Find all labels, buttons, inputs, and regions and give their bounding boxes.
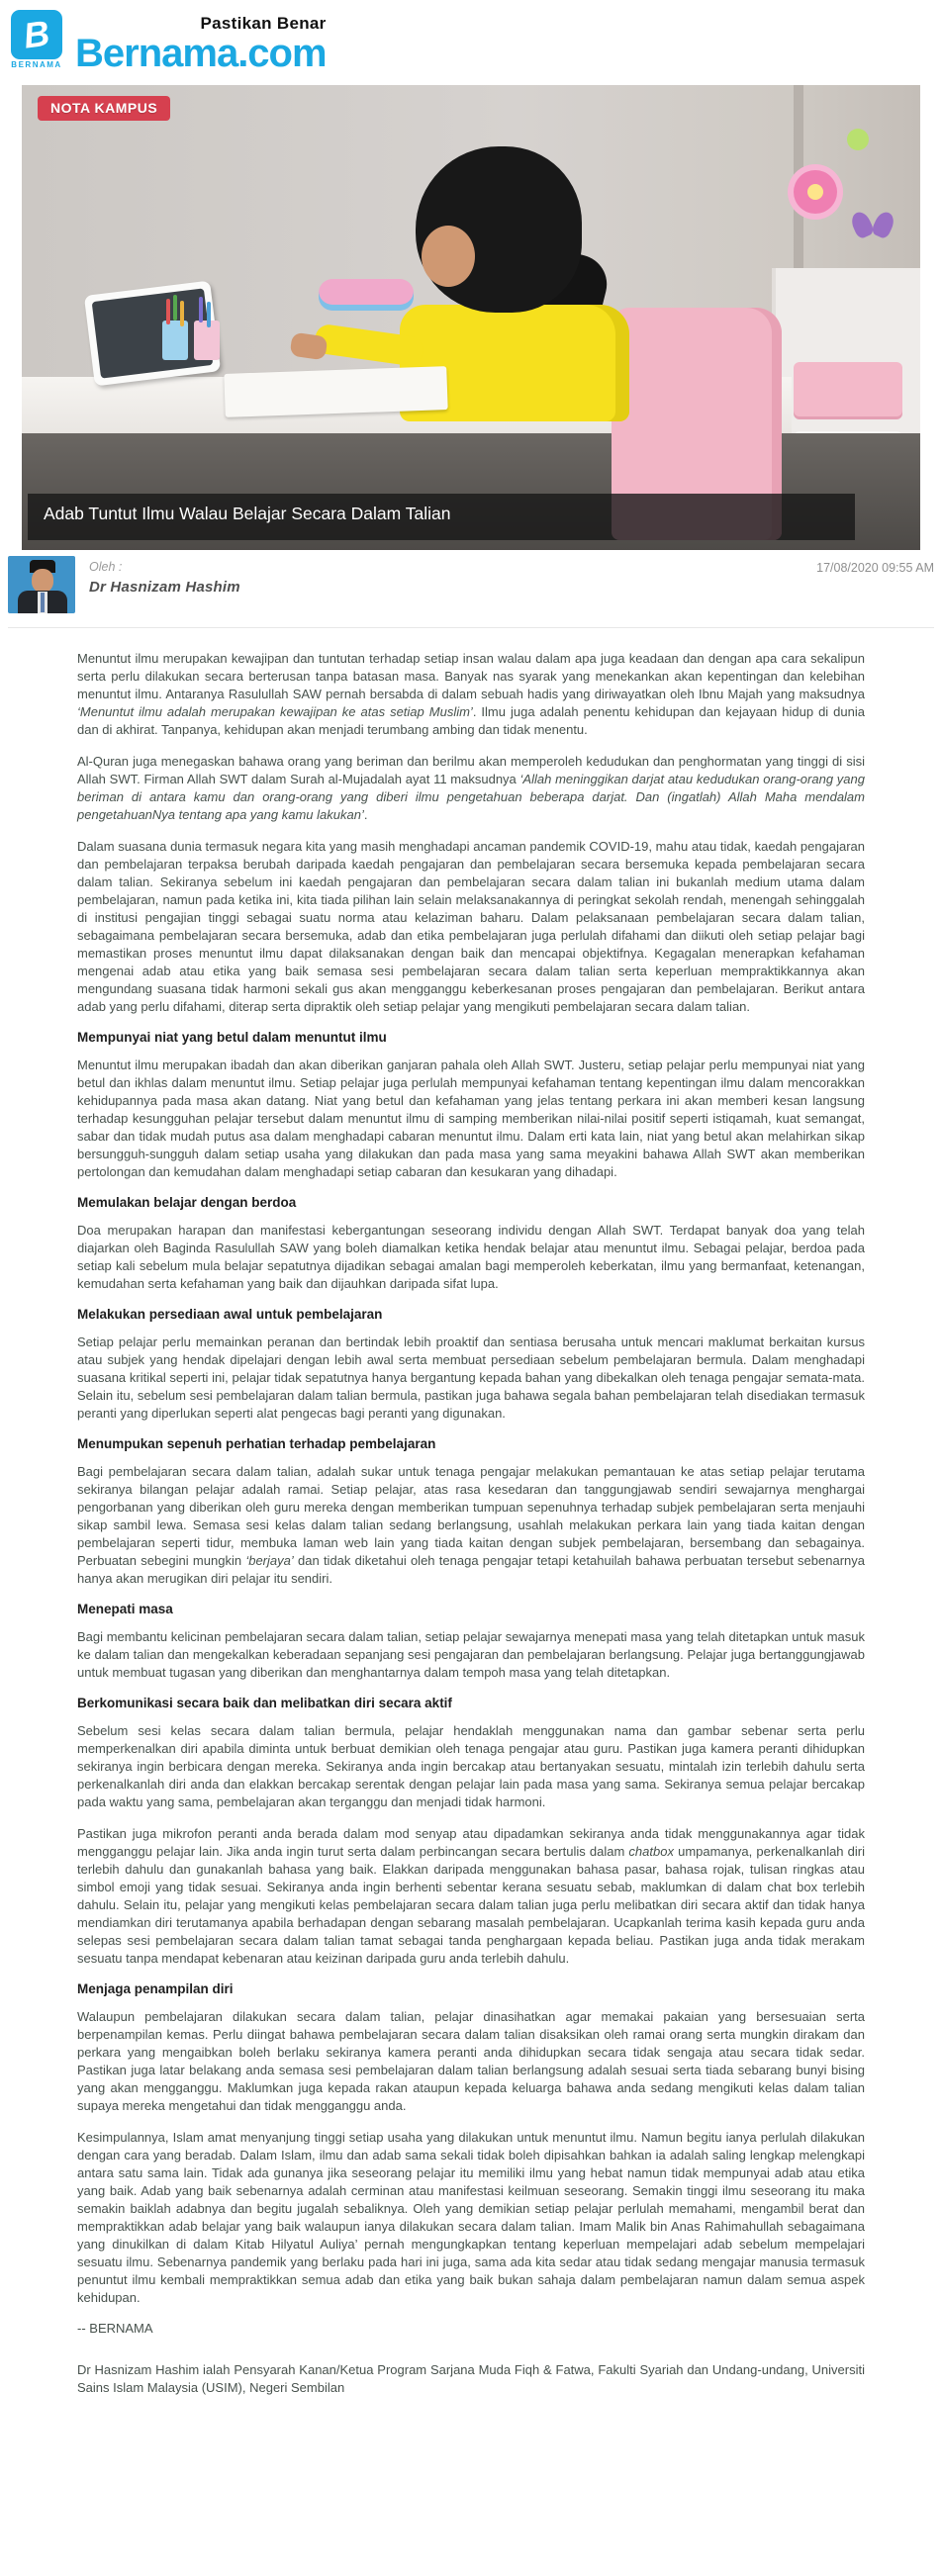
pencil-purple <box>199 297 203 322</box>
byline <box>8 556 934 628</box>
article-paragraph: Al-Quran juga menegaskan bahawa orang yang beriman dan berilmu akan memperoleh kedudukan dan penghormatan yang tinggi di sisi Allah SWT. Firman Allah SWT dalam Surah al-Mujadalah ayat 11 maksudnya ‘Allah meninggikan darjat atau kedudukan orang-orang yang beriman di antara kamu dan orang-orang yang diberi ilmu pengetahuan beberapa darjat. Dan (ingatlah) Allah Maha mendalam pengetahuanNya tentang apa yang kamu lakukan’. <box>77 754 865 822</box>
pencil-red <box>166 299 170 324</box>
article-paragraph: Pastikan juga mikrofon peranti anda berada dalam mod senyap atau dipadamkan sekiranya anda tidak menggunakannya agar tidak mengganggu pelajar lain. Jika anda ingin turut serta dalam perbincangan secara bertulis dalam chatbox umpamanya, perkenalkanlah diri terlebih dahulu dan gunakanlah bahasa yang baik. Elakkan daripada menggunakan bahasa pasar, bahasa rojak, tulisan ringkas atau simbol emoji yang tidak sesuai. Sekiranya anda ingin berhenti sebentar kerana sesuatu sebab, maklumkan di dalam chat box terlebih dahulu. Selain itu, pelajar yang mengikuti kelas pembelajaran secara dalam talian juga perlu melibatkan diri secara aktif dan tidak hanya mendiamkan diri terutamanya apabila berhadapan dengan sebarang masalah pembelajaran. Ucapkanlah terima kasih kepada guru anda selepas sesi pembelajaran secara dalam talian tamat sebagai tanda penghargaan kepada beliau. Pastikan juga anda tidak merakam sesuatu tanpa mendapat kebenaran atau keizinan daripada guru anda terlebih dahulu. <box>77 1826 866 1966</box>
pink-drawer <box>794 362 902 416</box>
pencil-case <box>319 279 414 311</box>
author-tie <box>41 593 45 612</box>
bernama-b-icon: B <box>11 10 62 59</box>
section-heading: Berkomunikasi secara baik dan melibatkan diri secara aktif <box>77 1696 452 1710</box>
section-heading: Menepati masa <box>77 1602 173 1616</box>
article-paragraph: Menuntut ilmu merupakan ibadah dan akan diberikan ganjaran pahala oleh Allah SWT. Justeru, setiap pelajar perlu mempunyai niat yang betul dan ikhlas dalam menuntut ilmu. Setiap pelajar juga perlulah mempunyai kefahaman tentang kepentingan ilmu dalam mencorakkan kehidupannya pada masa akan datang. Niat yang betul dan kefahaman yang jelas tentang perkara ini akan memberi kesan langsung terhadap kesungguhan pelajar tersebut dalam menuntut ilmu di samping memberikan nilai-nilai positif seperti istiqamah, kuat semangat, sabar dan tidak mudah putus asa dalam menghadapi cabaran menuntut ilmu. Dalam erti kata lain, niat yang betul akan melahirkan sikap bersungguh-sungguh dalam setiap usaha yang dilakukan dan pada masa yang sama meyakini bahawa Allah SWT akan memberikan pertolongan dan kemudahan dalam menghadapi setiap cabaran dan kesukaran yang dihadapi. <box>77 1058 865 1179</box>
article-paragraph: Bagi membantu kelicinan pembelajaran secara dalam talian, setiap pelajar sewajarnya menepati masa yang telah ditetapkan untuk masuk ke dalam talian dan mengekalkan keberadaan sepanjang sesi pengajaran dan pembelajaran berlangsung. Pelajar juga bertanggungjawab untuk membuat tugasan yang diberikan dan menghantarnya dalam tempoh masa yang telah ditetapkan. <box>77 1629 865 1680</box>
article-paragraph: Menuntut ilmu merupakan kewajipan dan tuntutan terhadap setiap insan walau dalam apa juga keadaan dan dengan apa cara sekalipun serta perlu dilakukan secara berterusan tanpa batasan masa. Banyak nas syarak yang menekankan akan kepentingan dan kelebihan menuntut ilmu. Antaranya Rasulullah SAW pernah bersabda di dalam sebuah hadis yang diriwayatkan oleh Ibnu Majah yang maksudnya ‘Menuntut ilmu adalah merupakan kewajipan ke atas setiap Muslim’. Ilmu juga adalah penentu kehidupan dan kejayaan hidup di dunia dan di akhirat. Tanpanya, kehidupan akan menjadi terumbang ambing dan tidak menentu. <box>77 651 865 737</box>
publish-datetime: 17/08/2020 09:55 AM <box>816 561 934 575</box>
girl-face <box>422 226 475 287</box>
article-paragraph: Kesimpulannya, Islam amat menyanjung tinggi setiap usaha yang dilakukan untuk menuntut ilmu. Namun begitu ianya perlulah dilakukan dengan cara yang beradab. Dalam Islam, ilmu dan adab sama sekali tidak boleh dipisahkan bahkan ia adalah saling lengkap melengkapi antara satu sama lain. Tidak ada gunanya jika seseorang pelajar itu memiliki ilmu yang hebat namun tidak mempunyai adab atau etika yang baik. Adab yang baik sebenarnya adalah cerminan atau manifestasi keilmuan seseorang. Semakin tinggi ilmu seseorang itu maka semakin baiklah adabnya dan begitu jugalah sebaliknya. Oleh yang demikian setiap pelajar perlulah memahami, mengambil berat dan mempraktikkan adab belajar yang baik walaupun ianya dilakukan secara dalam talian. Imam Malik bin Anas Rahimahullah sebagaimana yang dinukilkan di dalam Kitab Hilyatul Auliya’ pernah mengungkapkan tentang keperluan mempelajari adab sebelum mempelajari sesuatu ilmu. Sebenarnya pandemik yang berlaku pada hari ini juga, sama ada kita sedar atau tidak sedang mengajar manusia termasuk penuntut ilmu kembali mempraktikkan semua adab dan etika yang baik bukan sahaja dalam pembelajaran namun dalam semua aspek kehidupan. <box>77 2130 865 2305</box>
flower-decal-icon <box>794 170 837 214</box>
pencil-blue <box>207 302 211 327</box>
section-heading: Menjaga penampilan diri <box>77 1981 234 1996</box>
author-face <box>32 569 53 593</box>
article-media <box>22 85 920 550</box>
section-heading: Menumpukan sepenuh perhatian terhadap pembelajaran <box>77 1436 436 1451</box>
site-tagline: Pastikan Benar <box>200 14 327 33</box>
article-paragraph: Walaupun pembelajaran dilakukan secara dalam talian, pelajar dinasihatkan agar memakai pakaian yang bersesuaian serta berpenampilan kemas. Perlu diingat bahawa pembelajaran secara dalam talian disaksikan oleh ramai orang serta mungkin dirakam dan perkara yang mengaibkan boleh berlaku sekiranya kamera peranti anda dihidupkan secara tidak sengaja atau secara tidak sedar. Pastikan juga latar belakang anda semasa sesi pembelajaran dalam talian berlangsung adalah sesuai serta tiada sebarang bunyi bising yang akan mengganggu. Maklumkan juga kepada rakan ataupun kepada keluarga bahawa anda sedang mengikuti kelas dalam talian supaya mereka mengetahui dan tidak mengganggu anda. <box>77 2009 865 2113</box>
dot-decal-icon <box>847 129 869 150</box>
byline-text <box>89 556 240 596</box>
photo-caption: Adab Tuntut Ilmu Walau Belajar Secara Dalam Talian <box>28 494 855 540</box>
logo-caption: BERNAMA <box>11 60 62 69</box>
article-body <box>77 650 865 2307</box>
site-name: Bernama.com <box>75 32 327 75</box>
section-heading: Mempunyai niat yang betul dalam menuntut ilmu <box>77 1030 387 1045</box>
article-photo <box>22 85 920 550</box>
article-paragraph: Bagi pembelajaran secara dalam talian, adalah sukar untuk tenaga pengajar melakukan pemantauan ke atas setiap pelajar terutama sekiranya bilangan pelajar adalah ramai. Setiap pelajar, atas rasa kesedaran dan tanggungjawab sendiri sewajarnya menghargai pengorbanan yang diberikan oleh guru mereka dengan memberikan tumpuan sepenuhnya terhadap subjek pembelajaran serta menjauhi sikap sambil lewa. Semasa sesi kelas dalam talian sedang berlangsung, usahlah melakukan perkara lain yang tiada kaitan dengan pembelajaran seperti tidur, membuka laman web lain yang tiada kaitan dengan subjek pembelajaran, bersembang dan sebagainya. Perbuatan sebegini mungkin ‘berjaya’ dan tidak diketahui oleh tenaga pengajar tetapi ketahuilah bahawa perbuatan tersebut sebenarnya hanya akan merugikan diri pelajar itu sendiri. <box>77 1464 865 1586</box>
section-heading: Melakukan persediaan awal untuk pembelajaran <box>77 1307 383 1322</box>
article-paragraph: Doa merupakan harapan dan manifestasi kebergantungan seseorang individu dengan Allah SWT. Terdapat banyak doa yang telah diajarkan oleh Baginda Rasulullah SAW yang boleh diamalkan ketika hendak belajar atau menuntut ilmu. Sebagai pelajar, berdoa pada setiap kali sebelum mula belajar sepatutnya dijadikan sebagai amalan bagi memperoleh keberkatan, ilmu yang bermanfaat, ketenangan, kemudahan serta kefahaman yang baik dan dijauhkan daripada sifat lupa. <box>77 1223 865 1291</box>
logo-text <box>75 8 327 73</box>
author-avatar <box>8 556 75 613</box>
byline-label: Oleh : <box>89 560 123 574</box>
pencil-green <box>173 295 177 321</box>
article-paragraph: Dalam suasana dunia termasuk negara kita yang masih menghadapi ancaman pandemik COVID-19, mahu atau tidak, kaedah pengajaran dan pembelajaran terpaksa berubah daripada kaedah pengajaran dan pembelajaran secara bersemuka kepada pembelajaran secara dalam talian. Sekiranya sebelum ini kaedah pengajaran dan pembelajaran secara dalam talian ini bukanlah medium utama dalam pembelajaran, namun pada ketika ini, kita tiada pilihan lain selain melaksanakannya di peringkat sekolah rendah, menengah sehinggalah di institusi pengajian tinggi sebagai suatu norma atau kelaziman baharu. Dalam pelaksanaan pembelajaran secara dalam talian, sebagaimana pembelajaran secara bersemuka, adab dan etika pembelajaran juga perlulah difahami dan diikuti oleh setiap pelajar bagi memastikan proses menuntut ilmu dapat dilaksanakan dengan baik dan mencapai objektifnya. Kegagalan menerapkan kefahaman mengenai adab atau etika yang baik semasa sesi pembelajaran secara dalam talian serta keperluan mempraktikkannya akan mengundang suasana tidak harmoni sekali gus akan mengganggu keberkesanan proses pengajaran dan pembelajaran. Berikut antara adab yang perlu difahami, diterap serta dipraktik oleh setiap pelajar yang mengikuti pembelajaran secara dalam talian. <box>77 839 865 1014</box>
bernama-logo[interactable] <box>8 8 327 73</box>
pencil-cup <box>162 321 188 360</box>
bernama-logo-icon <box>8 10 65 73</box>
author-name: Dr Hasnizam Hashim <box>89 579 240 596</box>
site-header <box>0 0 942 85</box>
category-badge[interactable]: NOTA KAMPUS <box>38 96 170 121</box>
article-paragraph: Setiap pelajar perlu memainkan peranan dan bertindak lebih proaktif dan sentiasa berusaha untuk mencari maklumat berkaitan kursus atau subjek yang hendak dipelajari dengan lebih awal serta membuat persediaan sebelum pembelajaran bermula. Dalam menghadapi suasana kritikal seperti ini, pelajar tidak sepatutnya hanya bergantung kepada bahan yang dibekalkan oleh tenaga pengajar semata-mata. Selain itu, sebelum sesi pembelajaran dalam talian bermula, pastikan juga bahawa segala bahan pembelajaran telah disediakan termasuk peranti yang diperlukan seperti alat pengecas bagi peranti yang digunakan. <box>77 1334 865 1421</box>
butterfly-decal-icon <box>853 212 893 241</box>
pencil-cup-2 <box>194 321 220 360</box>
pencil-yellow <box>180 301 184 326</box>
worksheet-papers <box>224 366 447 417</box>
author-bio: Dr Hasnizam Hashim ialah Pensyarah Kanan/Ketua Program Sarjana Muda Fiqh & Fatwa, Fakulti Syariah dan Undang-undang, Universiti Sains Islam Malaysia (USIM), Negeri Sembilan <box>77 2362 865 2395</box>
source-credit: -- BERNAMA <box>77 2321 153 2336</box>
article-paragraph: Sebelum sesi kelas secara dalam talian bermula, pelajar hendaklah menggunakan nama dan gambar sebenar serta perlu memperkenalkan diri apabila diminta untuk berbuat demikian oleh tenaga pengajar atau guru. Pastikan juga kamera peranti dihidupkan sekiranya ingin berbicara dengan mereka. Sekiranya anda ingin bercakap atau bertanyakan sesuatu, mintalah izin terlebih dahulu serta perkenalkanlah diri anda dan elakkan bercakap serentak dengan pelajar lain pada masa yang sama. Sekiranya semua pelajar bercakap pada waktu yang sama, pembelajaran akan terganggu dan menjadi tidak harmoni. <box>77 1723 865 1809</box>
section-heading: Memulakan belajar dengan berdoa <box>77 1195 297 1210</box>
